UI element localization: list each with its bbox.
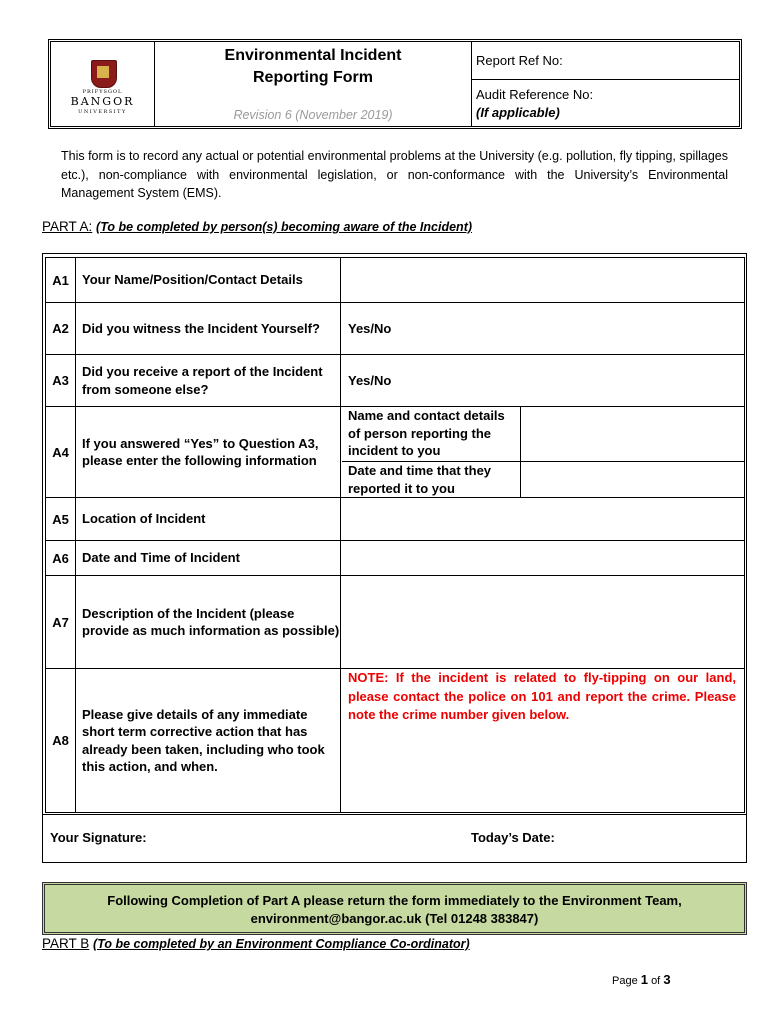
intro-paragraph: This form is to record any actual or potential environmental problems at the University (e.g. pollution, fly tipping, spillages etc.), non-compliance with environmental legislation, or non-conformance with the University’s Environmental Management System (EMS). [61,149,728,200]
table-row: A2 Did you witness the Incident Yourself? Yes/No [46,303,744,355]
audit-ref-field[interactable]: Audit Reference No: (If applicable) [476,87,594,120]
answer-a6[interactable] [342,541,744,575]
a4-reporter-input[interactable] [521,407,744,462]
crest-icon [91,60,117,88]
answer-a5[interactable] [342,498,744,540]
university-logo: PRIFYSGOL BANGOR UNIVERSITY [51,42,155,126]
date-field[interactable]: Today’s Date: [471,830,555,845]
return-instructions-box: Following Completion of Part A please return the form immediately to the Environment Team, environment@bangor.ac.uk (Tel 01248 383847) [42,882,747,935]
answer-a2[interactable]: Yes/No [348,321,392,336]
environment-email-link[interactable]: environment@bangor.ac.uk (Tel 01248 383847) [250,911,539,926]
table-row: A3 Did you receive a report of the Incident from someone else? Yes/No [46,355,744,407]
form-title-block [155,42,472,126]
part-a-table [45,257,745,813]
form-title: Environmental Incident Reporting Form [224,47,402,86]
a4-datetime-input[interactable] [521,462,744,497]
answer-a3[interactable]: Yes/No [348,373,392,388]
table-row: A1 Your Name/Position/Contact Details [46,258,744,303]
table-row: A6 Date and Time of Incident [46,541,744,576]
page-number: Page 1 of 3 [612,972,671,987]
answer-a7[interactable] [342,576,744,668]
report-ref-field[interactable]: Report Ref No: [472,42,739,80]
revision-label: Revision 6 (November 2019) [233,108,393,122]
table-row: A8 Please give details of any immediate short term corrective action that has already been taken, including who took this action, and when. NOTE: If the incident is related to fly-tipping on our land, please contact the police on 101 and report the crime. Please note the crime number given below. [46,669,744,812]
signature-field[interactable]: Your Signature: [50,830,147,845]
table-row: A7 Description of the Incident (please provide as much information as possible) [46,576,744,669]
table-row: A4 If you answered “Yes” to Question A3, please enter the following information Name and contact details of person reporting the incident to you Date and time that they reported it to you [46,407,744,498]
a4-reporter-label: Name and contact details of person reporting the incident to you [342,407,521,462]
fly-tipping-note: NOTE: If the incident is related to fly-tipping on our land, please contact the police on 101 and report the crime. Please note the crime number given below. [348,670,736,722]
table-row: A5 Location of Incident [46,498,744,541]
part-b-heading: PART B (To be completed by an Environment Compliance Co-ordinator) [42,936,470,951]
form-header [48,39,742,129]
signature-row [42,815,747,863]
part-a-heading: PART A: (To be completed by person(s) becoming aware of the Incident) [42,219,473,234]
a4-datetime-label: Date and time that they reported it to you [342,462,521,497]
reference-block [472,42,739,126]
answer-a1[interactable] [342,258,744,302]
